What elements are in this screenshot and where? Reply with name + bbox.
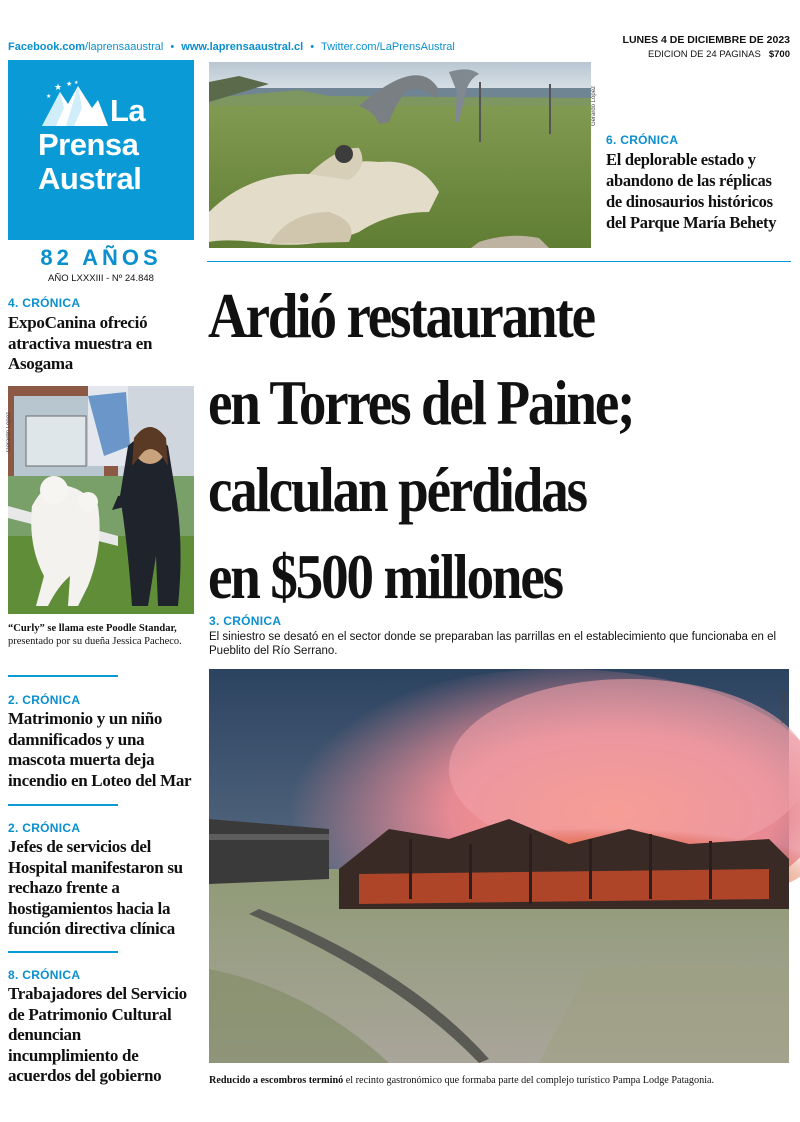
- sidebar-story4-headline[interactable]: Trabajadores del Servicio de Patrimonio Cultural denuncian incumplimiento de acuerdos del gobierno: [8, 984, 187, 1085]
- sidebar-story2-headline[interactable]: Matrimonio y un niño damnificados y una mascota muerta deja incendio en Loteo del Mar: [8, 709, 192, 790]
- sidebar-story3-kicker[interactable]: 2. CRÓNICA: [8, 821, 81, 835]
- logo-wordmark: [38, 93, 146, 196]
- svg-text:★: ★: [54, 83, 63, 93]
- sidebar-story1-kicker[interactable]: 4. CRÓNICA: [8, 296, 81, 310]
- facebook-link[interactable]: Facebook.com: [8, 41, 86, 53]
- headline-line-3: calculan pérdidas: [208, 454, 586, 525]
- lead-deck: El siniestro se desató en el sector donde se preparaban las parrillas en el establecimiento que funcionaba en el Pueblito del Río Serrano.: [209, 631, 777, 657]
- sidebar-story4-kicker[interactable]: 8. CRÓNICA: [8, 968, 81, 982]
- dinosaur-park-photo[interactable]: [209, 62, 597, 248]
- website-link[interactable]: www.laprensaaustral.cl: [181, 41, 304, 53]
- sidebar-divider: [8, 675, 118, 677]
- edition-info: [648, 49, 790, 60]
- issue-date: LUNES 4 DE DICIEMBRE DE 2023: [622, 34, 790, 46]
- masthead-logo[interactable]: [8, 60, 194, 240]
- sidebar-divider: [8, 804, 118, 806]
- twitter-link[interactable]: Twitter.com: [320, 41, 377, 53]
- headline-line-2: en Torres del Paine;: [208, 367, 634, 438]
- top-story-kicker[interactable]: 6. CRÓNICA: [606, 133, 679, 147]
- svg-text:★: ★: [66, 80, 73, 88]
- volume-number: AÑO LXXXIII - Nº 24.848: [48, 273, 154, 284]
- svg-text:★: ★: [46, 93, 52, 100]
- logo-word-prensa: Prensa: [38, 127, 139, 162]
- lead-kicker[interactable]: 3. CRÓNICA: [209, 614, 282, 628]
- photo-credit: Foto cedida: [781, 691, 787, 723]
- separator-dot: •: [170, 41, 175, 53]
- expocanina-photo[interactable]: [8, 386, 194, 614]
- logo-word-austral: Austral: [38, 161, 142, 196]
- photo-credit: Gerardo López: [6, 411, 12, 452]
- sidebar-story1-headline[interactable]: ExpoCanina ofreció atractiva muestra en Asogama: [8, 313, 153, 373]
- caption-text: el recinto gastronómico que formaba parte del complejo turístico Pampa Lodge Patagonia.: [343, 1075, 715, 1086]
- svg-text:★: ★: [74, 80, 79, 86]
- caption-lead-in: “Curly” se llama este Poodle Standar,: [8, 623, 177, 634]
- section-divider: [207, 261, 791, 262]
- sidebar-story3-headline[interactable]: Jefes de servicios del Hospital manifestaron su rechazo frente a hostigamientos hacia la función directiva clínica: [8, 837, 183, 938]
- fire-photo-illustration: [209, 669, 789, 1063]
- lead-photo-caption: [209, 1075, 793, 1086]
- photo-credit: Gerardo López: [591, 85, 597, 126]
- separator-dot: •: [310, 41, 315, 53]
- dinosaur-photo-illustration: [209, 62, 591, 248]
- caption-lead-in: Reducido a escombros terminó: [209, 1075, 344, 1086]
- twitter-handle[interactable]: /LaPrensAustral: [376, 41, 455, 53]
- headline-line-1: Ardió restaurante: [208, 280, 594, 351]
- sidebar-story2-kicker[interactable]: 2. CRÓNICA: [8, 693, 81, 707]
- sidebar-divider: [8, 951, 118, 953]
- social-links-bar: [8, 41, 455, 53]
- poodle-photo-illustration: [8, 386, 194, 614]
- logo-word-la: La: [110, 93, 146, 128]
- expocanina-caption: [8, 622, 194, 648]
- price: $700: [768, 49, 790, 60]
- headline-line-4: en $500 millones: [208, 541, 562, 612]
- restaurant-fire-photo[interactable]: [209, 669, 789, 1063]
- top-story-headline[interactable]: El deplorable estado y abandono de las réplicas de dinosaurios históricos del Parque María Behety: [606, 150, 777, 232]
- caption-text: presentado por su dueña Jessica Pacheco.: [8, 636, 182, 647]
- anniversary-label: 82 AÑOS: [40, 245, 162, 270]
- page-count: EDICION DE 24 PAGINAS: [648, 49, 761, 60]
- lead-headline[interactable]: [208, 272, 715, 620]
- facebook-handle[interactable]: /laprensaaustral: [85, 41, 164, 53]
